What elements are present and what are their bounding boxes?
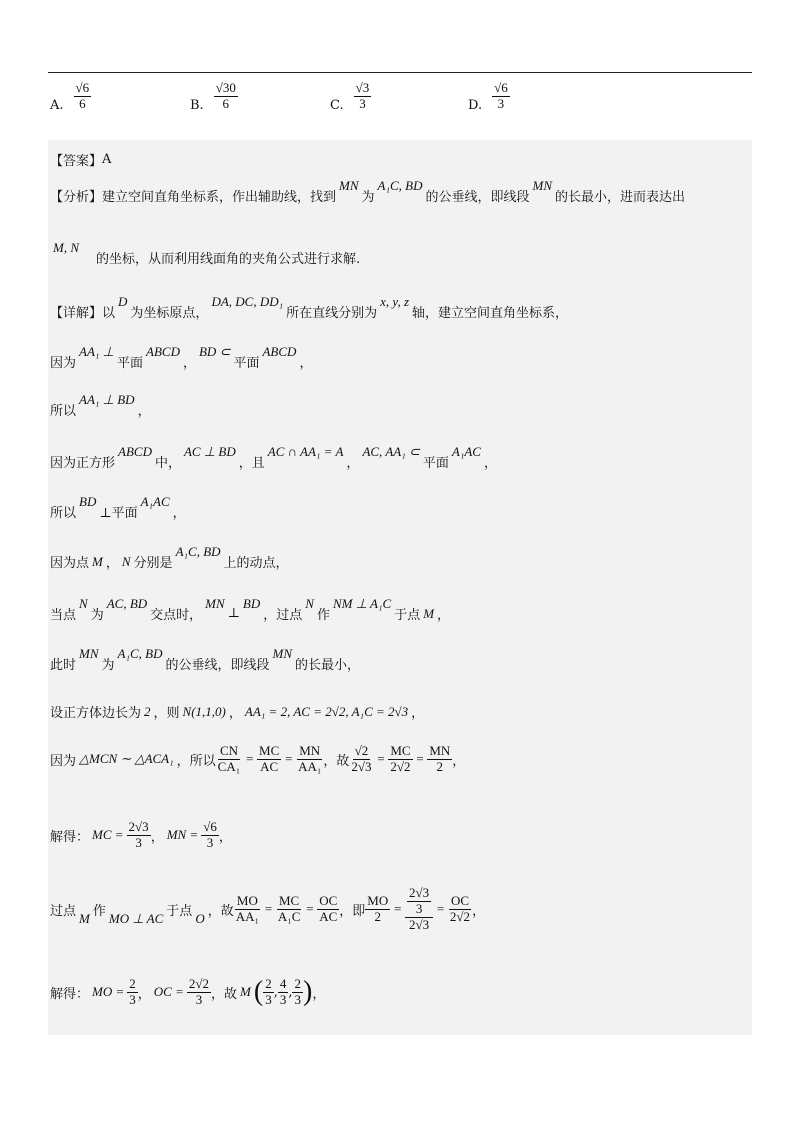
option-c-fraction: $\frac{√3}{3}$ xyxy=(355,80,370,111)
option-d-fraction: $\frac{√6}{3}$ xyxy=(494,80,508,111)
top-rule xyxy=(48,72,752,73)
detail-line-9: 设正方体边长为 2 ，则 N(1,1,0) ， AA₁ = 2, AC = 2√2, A₁C = 2√3 ， xyxy=(50,703,425,721)
fraction-compound: $\frac{\frac{2√3}{3}}{2√3}$ xyxy=(405,886,433,933)
fraction-mc-value: $\frac{2√3}{3}$ xyxy=(128,819,149,850)
fraction-oc-value: $\frac{2√2}{3}$ xyxy=(188,975,210,1007)
option-a: A. $\frac{√6}{6}$ xyxy=(50,80,90,113)
option-d: D. $\frac{√6}{3}$ xyxy=(468,80,508,113)
detail-line-5: 所以 BD ⊥平面 A₁AC ， xyxy=(50,493,186,521)
detail-line-4: 因为正方形 ABCD 中， AC ⊥ BD ，且 AC ∩ AA₁ = A ， AC, AA₁ ⊂ 平面 A₁AC ， xyxy=(50,443,497,471)
fraction-oc-2sqrt2: $\frac{OC}{2√2}$ xyxy=(449,892,471,924)
fraction-mc-ac: $\frac{MC}{AC}$ xyxy=(259,743,280,774)
coord-x: $\frac{2}{3}$ xyxy=(265,975,272,1007)
fraction-mn-aa1: $\frac{MN}{\text{AA₁}}$ xyxy=(298,743,322,774)
coord-y: $\frac{4}{3}$ xyxy=(279,975,287,1007)
fraction-mo-value: $\frac{2}{3}$ xyxy=(129,975,136,1007)
option-b: B. $\frac{√30}{6}$ xyxy=(190,80,236,113)
detail-line-13: 解得： MO = $\frac{2}{3}$ ， OC = $\frac{2√2}{3}$ ，故 M ( $\frac{2}{3}$ , $\frac{4}{3}$ , $\frac{2}{3}$ ) ， xyxy=(50,975,326,1007)
fraction-mn-value: $\frac{√6}{3}$ xyxy=(203,819,217,850)
fraction-cn-ca1: $\frac{CN}{\text{CA₁}}$ xyxy=(217,743,241,774)
coord-z: $\frac{2}{3}$ xyxy=(294,975,301,1007)
detail-line-11: 解得： MC = $\frac{2√3}{3}$ ， MN = $\frac{√6}{3}$ ， xyxy=(50,819,232,850)
detail-line-8: 此时 MN 为 A₁C, BD 的公垂线，即线段 MN 的长最小， xyxy=(50,645,361,673)
detail-line-3: 所以 AA₁ ⊥ BD ， xyxy=(50,391,151,419)
option-b-fraction: $\frac{√30}{6}$ xyxy=(215,80,236,111)
detail-line-6: 因为点 M ， N 分别是 A₁C, BD 上的动点， xyxy=(50,543,289,571)
fraction-mo-aa1: $\frac{MO}{\text{AA₁}}$ xyxy=(235,892,260,924)
fraction-sqrt2-2sqrt3: $\frac{√2}{2√3}$ xyxy=(351,743,372,774)
analysis-line-1: 【分析】 建立空间直角坐标系，作出辅助线，找到 MN 为 A₁C, BD 的公垂线，即线段 MN 的长最小，进而表达出 xyxy=(50,177,686,205)
detail-line-1: 【详解】 以 D 为坐标原点， DA, DC, DD₁ 所在直线分别为 x, y, z 轴，建立空间直角坐标系， xyxy=(50,293,569,321)
detail-line-7: 当点 N 为 AC, BD 交点时， MN ⊥ BD ，过点 N 作 NM ⊥ A₁C 于点 M ， xyxy=(50,595,451,623)
analysis-line-2: M, N 的坐标，从而利用线面角的夹角公式进行求解. xyxy=(53,239,361,267)
detail-line-12: 过点 M 作 MO ⊥ AC 于点 O ，故 $\frac{MO}{\text{AA₁}}$ = $\frac{MC}{\text{A₁C}}$ = $\frac{OC}{AC}$ ，即 $\frac{MO}{2}$ = $\frac{\frac{2√3}{3}}{2√3}$ = $\frac{OC}{2√2}$ ， xyxy=(50,885,486,932)
fraction-oc-ac: $\frac{OC}{AC}$ xyxy=(319,892,338,924)
fraction-mn-2: $\frac{MN}{2}$ xyxy=(429,743,451,774)
fraction-mc-a1c: $\frac{MC}{\text{A₁C}}$ xyxy=(277,892,301,924)
detail-line-2: 因为 AA₁ ⊥ 平面 ABCD ， BD ⊂ 平面 ABCD ， xyxy=(50,343,313,371)
fraction-mo-2: $\frac{MO}{2}$ xyxy=(367,892,389,924)
option-a-fraction: $\frac{√6}{6}$ xyxy=(75,80,90,111)
answer-line: 【答案】 A xyxy=(50,152,112,169)
option-c: C. $\frac{√3}{3}$ xyxy=(330,80,370,113)
fraction-mc-2sqrt2: $\frac{MC}{2√2}$ xyxy=(390,743,411,774)
detail-line-10: 因为 △MCN ∼ △ACA₁ ，所以 $\frac{CN}{\text{CA₁}}$ = $\frac{MC}{AC}$ = $\frac{MN}{\text{AA₁}}$ ，故 $\frac{√2}{2√3}$ = $\frac{MC}{2√2}$ = $\frac{MN}{2}$ ， xyxy=(50,743,466,774)
